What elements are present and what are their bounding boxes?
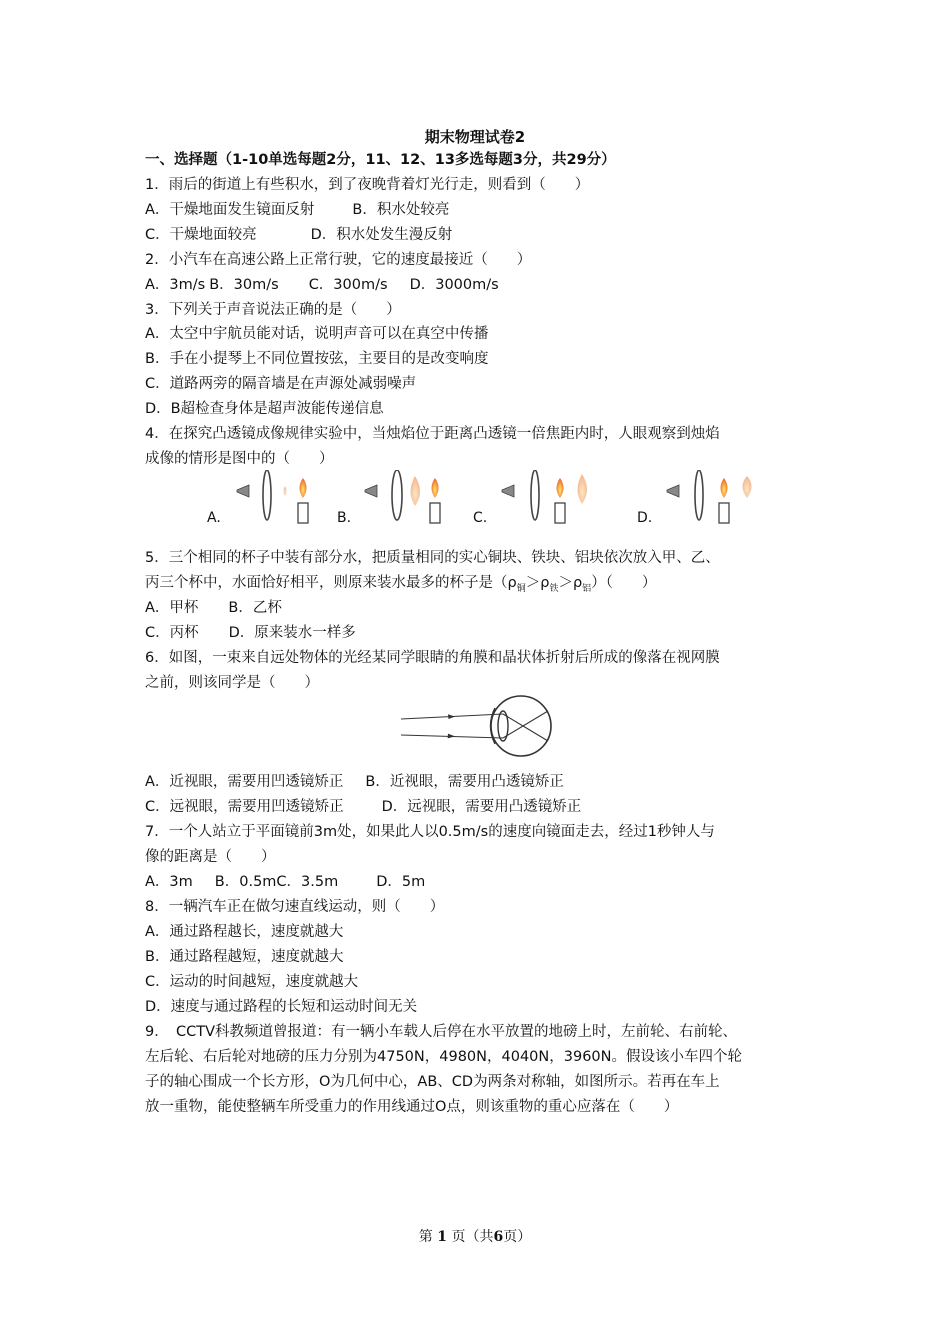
question-5-options-row2 [145, 621, 356, 645]
question-5-options-row1 [145, 596, 282, 620]
option-c: C．3.5m [276, 874, 339, 890]
question-7-stem-line1: 7．一个人站立于平面镜前3m处，如果此人以0.5m/s的速度向镜面走去，经过1秒钟人与 [145, 824, 715, 840]
question-2-stem: 2．小汽车在高速公路上正常行驶，它的速度最接近（ ） [145, 252, 532, 268]
question-1-stem: 1．雨后的街道上有些积水，到了夜晚背着灯光行走，则看到（ ） [145, 177, 590, 193]
option-a: A．干燥地面发生镜面反射 [145, 202, 315, 218]
total-pages-number: 6 [493, 1229, 504, 1245]
option-b-figure [365, 470, 440, 523]
option-d: D．积水处发生漫反射 [310, 227, 453, 243]
question-9-line2: 左后轮、右后轮对地磅的压力分别为4750N，4980N，4040N，3960N。假设该小车四个轮 [145, 1049, 742, 1065]
question-6-stem-line1: 6．如图，一束来自远处物体的光经某同学眼睛的角膜和晶状体折射后所成的像落在视网膜 [145, 650, 720, 666]
eye-diagram [395, 688, 560, 764]
option-a: A．3m [145, 874, 193, 890]
question-3-option-a: A．太空中宇航员能对话，说明声音可以在真空中传播 [145, 326, 489, 342]
question-8-stem: 8．一辆汽车正在做匀速直线运动，则（ ） [145, 899, 445, 915]
figure-label-d: D. [637, 510, 653, 526]
question-8-option-a: A．通过路程越长，速度就越大 [145, 924, 344, 940]
question-1-options-row2 [145, 223, 452, 247]
figure-label-c: C. [473, 510, 488, 526]
option-d: D．远视眼，需要用凸透镜矫正 [381, 799, 582, 815]
question-9-line3: 子的轴心围成一个长方形，O为几何中心，AB、CD为两条对称轴，如图所示。若再在车上 [145, 1074, 720, 1090]
current-page-number: 1 [437, 1229, 447, 1245]
question-3-option-c: C．道路两旁的隔音墙是在声源处减弱噪声 [145, 376, 417, 392]
option-a: A．甲杯 [145, 600, 199, 616]
question-6-options-row1 [145, 770, 564, 794]
question-8-option-c: C．运动的时间越短，速度就越大 [145, 974, 359, 990]
option-c: C．干燥地面较亮 [145, 227, 257, 243]
figure-label-a: A. [207, 510, 221, 526]
option-d: D．5m [376, 874, 426, 890]
question-3-option-b: B．手在小提琴上不同位置按弦，主要目的是改变响度 [145, 351, 489, 367]
figure-label-b: B. [337, 510, 352, 526]
option-c: C．丙杯 [145, 625, 199, 641]
option-c: C．远视眼，需要用凹透镜矫正 [145, 799, 344, 815]
option-b: B．乙杯 [228, 600, 282, 616]
option-d-figure [667, 470, 752, 523]
question-3-option-d: D．B超检查身体是超声波能传递信息 [145, 401, 384, 417]
option-a: A．近视眼，需要用凹透镜矫正 [145, 774, 344, 790]
question-1-options-row1 [145, 198, 449, 222]
question-2-options [145, 273, 499, 297]
option-c: C．300m/s [308, 277, 388, 293]
question-4-stem-line1: 4．在探究凸透镜成像规律实验中，当烛焰位于距离凸透镜一倍焦距内时，人眼观察到烛焰 [145, 426, 720, 442]
question-4-stem-line2: 成像的情形是图中的（ ） [145, 451, 334, 467]
option-a-figure [237, 470, 308, 523]
page-title: 期末物理试卷2 [424, 128, 526, 146]
option-d: D．3000m/s [409, 277, 499, 293]
option-b: B．近视眼，需要用凸透镜矫正 [365, 774, 564, 790]
option-b: B．积水处较亮 [352, 202, 450, 218]
option-c-figure [502, 470, 587, 523]
question-7-stem-line2: 像的距离是（ ） [145, 849, 276, 865]
candle-lens-figures [225, 470, 785, 530]
option-b: B．0.5m [214, 874, 277, 890]
question-6-options-row2 [145, 795, 581, 819]
question-9-line4: 放一重物，能使整辆车所受重力的作用线通过O点，则该重物的重心应落在（ ） [145, 1099, 679, 1115]
question-5-stem-line2: 丙三个杯中，水面恰好相平，则原来装水最多的杯子是$(\rho_铜>\rho_铁>\rho_铝)$（ ） [145, 575, 657, 594]
question-3-stem: 3．下列关于声音说法正确的是（ ） [145, 302, 401, 318]
question-5-stem-line1: 5．三个相同的杯子中装有部分水，把质量相同的实心铜块、铁块、铝块依次放入甲、乙、 [145, 550, 720, 566]
page-footer: 第 1 页（共6页） [418, 1229, 532, 1245]
option-b: B．30m/s [209, 277, 279, 293]
section-heading: 一、选择题（1-10单选每题2分，11、12、13多选每题3分，共29分） [145, 152, 616, 168]
option-d: D．原来装水一样多 [228, 625, 356, 641]
option-a: A．3m/s [145, 277, 206, 293]
question-9-line1: 9． CCTV科教频道曾报道：有一辆小车载人后停在水平放置的地磅上时，左前轮、右前轮、 [145, 1024, 737, 1040]
question-8-option-b: B．通过路程越短，速度就越大 [145, 949, 344, 965]
question-8-option-d: D．速度与通过路程的长短和运动时间无关 [145, 999, 418, 1015]
question-7-options [145, 870, 425, 894]
question-6-stem-line2: 之前，则该同学是（ ） [145, 675, 319, 691]
